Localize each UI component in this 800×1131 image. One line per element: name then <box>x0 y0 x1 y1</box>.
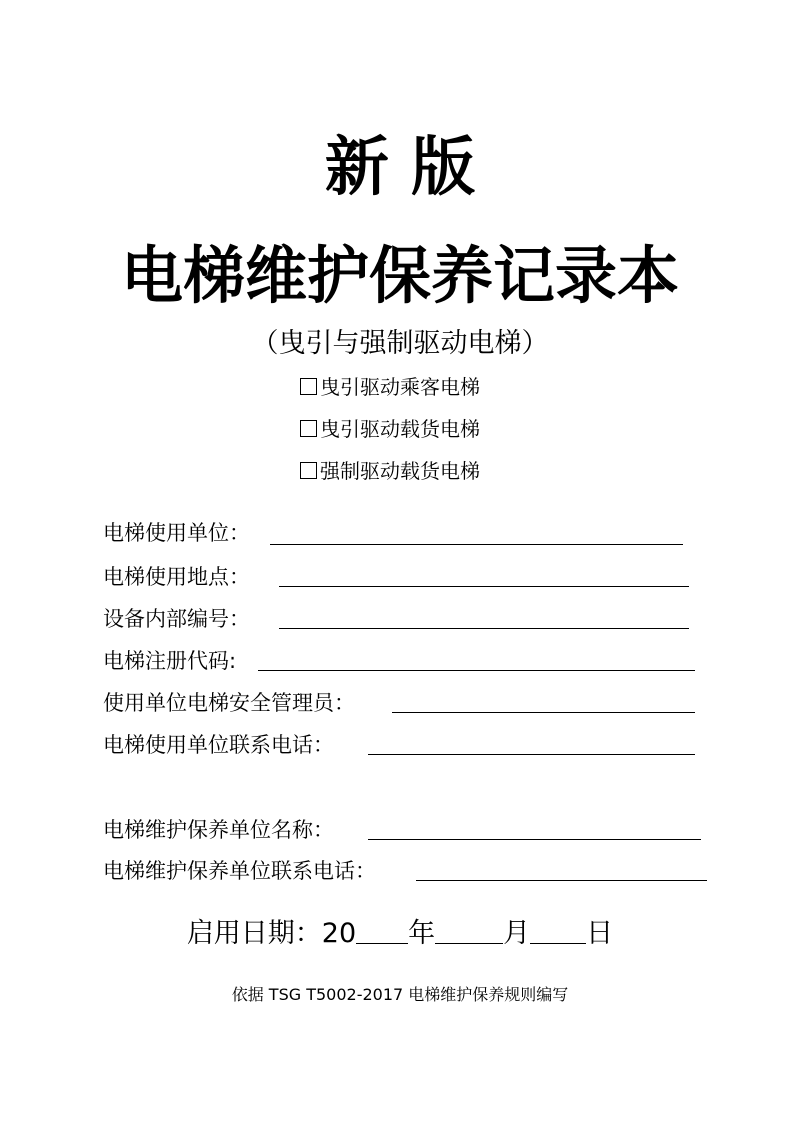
checkbox-label: 强制驱动载货电梯 <box>320 459 480 483</box>
checkbox-label: 曳引驱动乘客电梯 <box>320 375 480 399</box>
day-input[interactable] <box>530 917 586 944</box>
title-line-1: 新 版 <box>324 130 476 205</box>
subtitle: （曳引与强制驱动电梯） <box>251 328 549 359</box>
month-unit: 月 <box>503 918 531 949</box>
field-input-user-phone[interactable] <box>368 754 695 755</box>
field-input-registration-code[interactable] <box>258 670 695 671</box>
checkbox-label: 曳引驱动载货电梯 <box>320 417 480 441</box>
checkbox-icon[interactable] <box>300 378 317 395</box>
field-label-maintenance-unit: 电梯维护保养单位名称： <box>103 818 334 842</box>
year-unit: 年 <box>408 918 436 949</box>
field-label-user-unit: 电梯使用单位： <box>103 521 250 545</box>
checkbox-icon[interactable] <box>300 462 317 479</box>
field-input-location[interactable] <box>279 586 689 587</box>
year-input[interactable] <box>356 917 408 944</box>
field-input-maintenance-phone[interactable] <box>416 880 707 881</box>
start-date <box>0 914 800 954</box>
field-input-user-unit[interactable] <box>270 544 683 545</box>
field-label-maintenance-phone: 电梯维护保养单位联系电话： <box>103 859 376 883</box>
field-input-maintenance-unit[interactable] <box>368 839 701 840</box>
field-label-device-number: 设备内部编号： <box>103 607 250 631</box>
checkbox-option-freight-traction[interactable] <box>300 415 480 443</box>
footer-note: 依据 TSG T5002-2017 电梯维护保养规则编写 <box>231 985 569 1004</box>
field-input-safety-manager[interactable] <box>392 712 695 713</box>
field-label-location: 电梯使用地点： <box>103 565 250 589</box>
field-label-safety-manager: 使用单位电梯安全管理员： <box>103 691 355 715</box>
day-unit: 日 <box>586 918 614 949</box>
field-input-device-number[interactable] <box>279 628 689 629</box>
start-date-label: 启用日期：20 <box>186 918 357 949</box>
checkbox-icon[interactable] <box>300 420 317 437</box>
checkbox-option-freight-forced[interactable] <box>300 457 480 485</box>
field-label-registration-code: 电梯注册代码: <box>103 649 237 673</box>
document-title: 电梯维护保养记录本 <box>120 239 679 312</box>
field-label-user-phone: 电梯使用单位联系电话： <box>103 733 334 757</box>
month-input[interactable] <box>435 917 503 944</box>
checkbox-option-passenger[interactable] <box>300 373 480 401</box>
